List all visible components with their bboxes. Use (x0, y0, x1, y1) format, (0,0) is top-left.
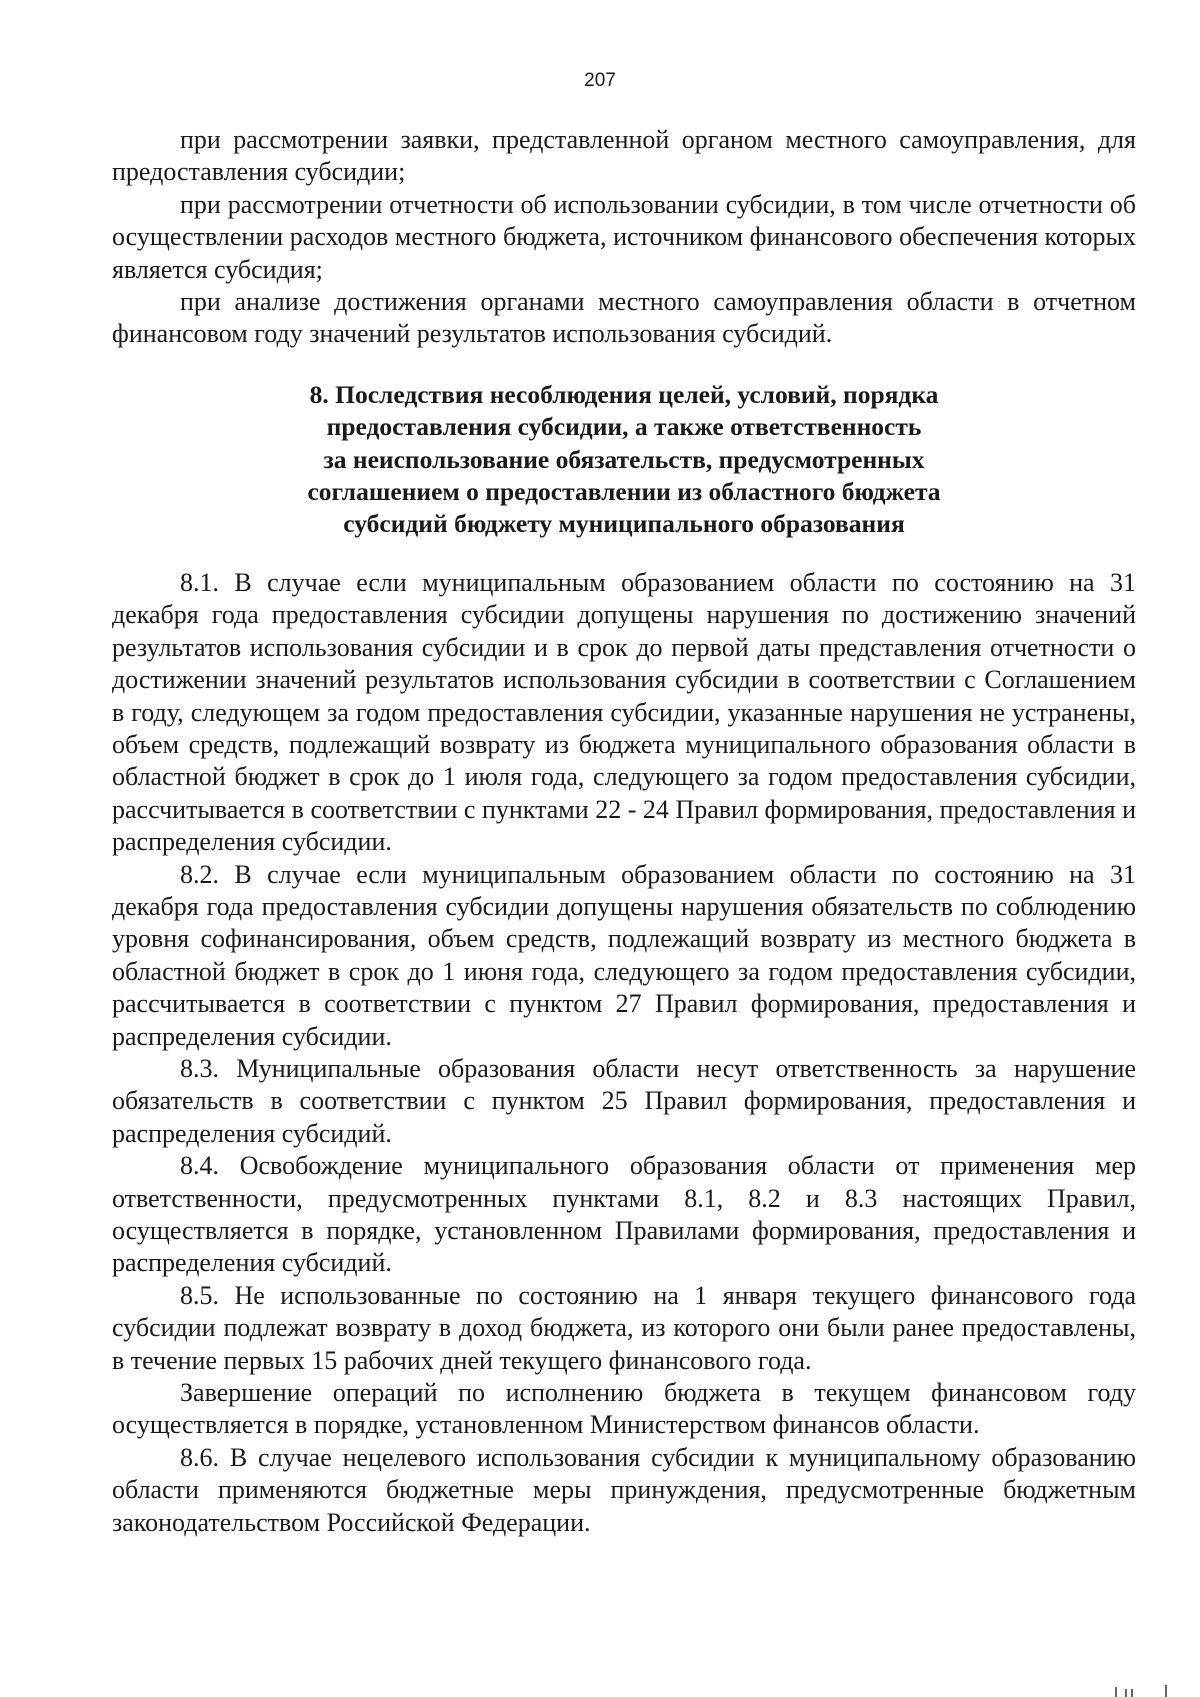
intro-paragraph-2: при рассмотрении отчетности об использовании субсидии, в том числе отчетности об осуществлении расходов местного бюджета, источником финансового обеспечения которых является субсидия; (112, 189, 1136, 284)
intro-paragraph-1: при рассмотрении заявки, представленной органом местного самоуправления, для предоставления субсидии; (112, 125, 1136, 187)
clause-8-5-continuation: Завершение операций по исполнению бюджета в текущем финансовом году осуществляется в порядке, установленном Министерством финансов области. (112, 1378, 1136, 1440)
section-heading-line-3: за неиспользование обязательств, предусмотренных (323, 444, 925, 474)
clause-8-3: 8.3. Муниципальные образования области несут ответственность за нарушение обязательств в соответствии с пунктом 25 Правил формирования, предоставления и распределения субсидий. (112, 1053, 1136, 1148)
section-heading (112, 379, 1136, 541)
page-number: 207 (584, 70, 616, 91)
document-body (112, 124, 1136, 1539)
clause-8-4: 8.4. Освобождение муниципального образования области от применения мер ответственности, предусмотренных пунктами 8.1, 8.2 и 8.3 настоящих Правил, осуществляется в порядке, установленном Правилами формирования, предоставления и распределения субсидий. (112, 1151, 1136, 1278)
clause-8-6: 8.6. В случае нецелевого использования субсидии к муниципальному образованию области применяются бюджетные меры принуждения, предусмотренные бюджетным законодательством Российской Федерации. (112, 1442, 1136, 1537)
scan-edge-marks (1112, 1683, 1172, 1697)
section-heading-line-4: соглашением о предоставлении из областного бюджета (307, 477, 941, 507)
intro-paragraph-3: при анализе достижения органами местного самоуправления области в отчетном финансовом году значений результатов использования субсидий. (112, 287, 1136, 349)
clause-8-5: 8.5. Не использованные по состоянию на 1 января текущего финансового года субсидии подлежат возврату в доход бюджета, из которого они были ранее предоставлены, в течение первых 15 рабочих дней текущего финансового года. (112, 1280, 1136, 1375)
clause-8-2: 8.2. В случае если муниципальным образованием области по состоянию на 31 декабря года предоставления субсидии допущены нарушения обязательств по соблюдению уровня софинансирования, объем средств, подлежащий возврату из местного бюджета в областной бюджет в срок до 1 июня года, следующего за годом предоставления субсидии, рассчитывается в соответствии с пунктом 27 Правил формирования, предоставления и распределения субсидии. (112, 859, 1136, 1051)
section-heading-line-5: субсидий бюджету муниципального образования (343, 509, 905, 539)
section-heading-line-2: предоставления субсидии, а также ответственность (326, 412, 922, 442)
clause-8-1: 8.1. В случае если муниципальным образованием области по состоянию на 31 декабря года предоставления субсидии допущены нарушения по достижению значений результатов использования субсидии и в срок до первой даты представления отчетности о достижении значений результатов использования субсидии в соответствии с Соглашением в году, следующем за годом предоставления субсидии, указанные нарушения не устранены, объем средств, подлежащий возврату из бюджета муниципального образования области в областной бюджет в срок до 1 июля года, следующего за годом предоставления субсидии, рассчитывается в соответствии с пунктами 22 - 24 Правил формирования, предоставления и распределения субсидии. (112, 567, 1136, 857)
section-heading-line-1: 8. Последствия несоблюдения целей, условий, порядка (309, 379, 939, 409)
